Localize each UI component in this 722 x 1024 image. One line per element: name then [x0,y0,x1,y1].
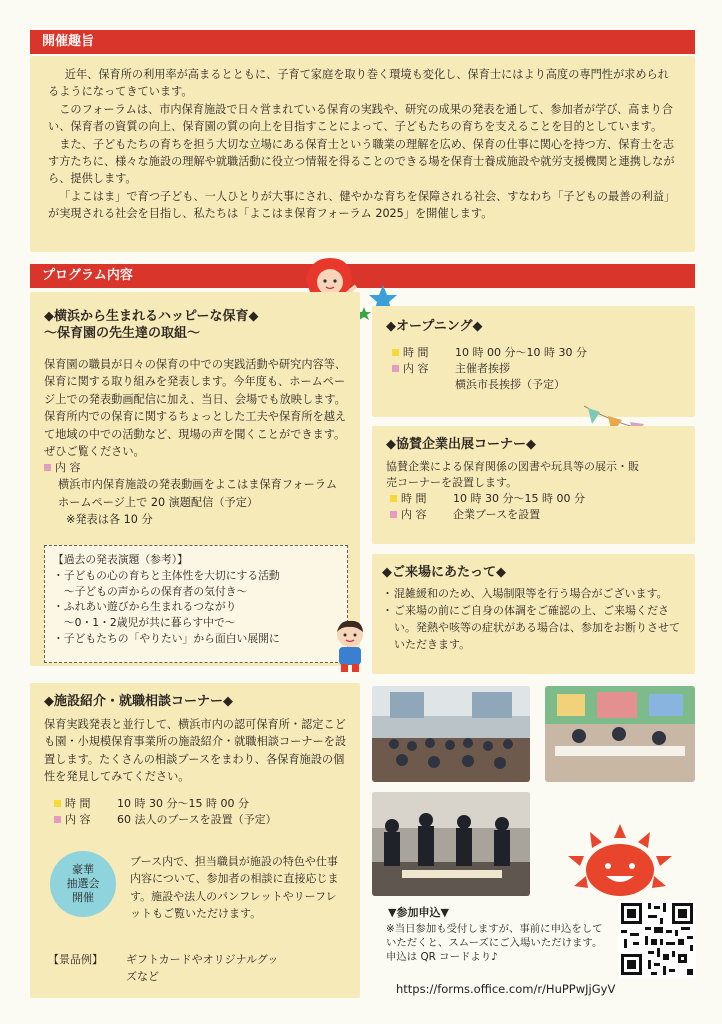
intro-paragraph-1: 近年、保育所の利用率が高まるとともに、子育て家庭を取り巻く環境も変化し、保育士にはより高度の専門性が求められるようになってきています。 [48,68,669,99]
bullet-icon [44,464,51,471]
facility-time-label: 時 間 [65,796,91,810]
happy-subheading: ～保育園の先生達の取組～ [44,326,201,341]
bullet-icon [392,349,399,356]
intro-title: 開催趣旨 [42,34,95,49]
happy-content-row [44,460,348,476]
lottery-text: ブース内で、担当職員が施設の特色や仕事内容について、参加者の相談に直接応じます。施設や法人のパンフレットやリーフレットもご覧いただけます。 [130,855,339,921]
happy-content-label: 内 容 [55,461,81,475]
opening-time-row [386,345,683,361]
opening-content-row-2 [386,377,683,393]
sponsor-time-row [386,491,683,507]
facility-body: 保育実践発表と並行して、横浜市内の認可保育所・認定こども園・小規模保育事業所の施設紹介・就職相談コーナーを設置します。たくさんの相談ブースをまわり、各保育施設の個性を発見してみてください。 [44,718,347,784]
opening-panel [372,306,695,417]
intro-paragraph-3: また、子どもたちの育ちを担う大切な立場にある保育士という職業の理解を広め、保育の仕事に関心を持つ方、保育士を志す方たちに、様々な施設の理解や就職活動に役立つ情報を得ることのできる場を保育士養成施設や就労支援機関と連携しながら、提供します。 [48,137,675,186]
intro-paragraph-4: 「よこはま」で育つ子ども、一人ひとりが大事にされ、健やかな育ちを保障される社会、すなわち「子どもの最善の利益」が実現される社会を目指し、私たちは「よこはま保育フォーラム 2025」を開催します。 [48,189,676,221]
sponsor-time-label: 時 間 [401,492,427,505]
opening-time-value: 10 時 00 分～10 時 30 分 [455,346,587,359]
happy-body: 保育園の職員が日々の保育の中での実践活動や研究内容等、保育に関する取り組みを発表します。今年度も、ホームページ上での発表動画配信に加え、当日、会場でも放映します。保育所内での保育に関するちょっとした工夫や保育所を越えて地域の中での活動など、現場の声を聞くことができます。ぜひご覧ください。 [44,358,347,459]
facility-content-value: 60 法人のブースを設置（予定） [117,812,277,826]
past-topic-item: ・子どもの心の育ちと主体性を大切にする活動 [53,568,280,582]
sponsor-time-value: 10 時 30 分～15 時 00 分 [453,492,585,505]
happy-heading: ◆横浜から生まれるハッピーな保育◆ [44,309,259,324]
event-photo-consultation [372,792,530,896]
bullet-icon [54,816,61,823]
bullet-icon [390,495,397,502]
happy-content-text: 横浜市内保育施設の発表動画をよこはま保育フォーラムホームページ上で 20 演題配信（予定） [58,478,338,509]
sponsor-heading: ◆協賛企業出展コーナー◆ [386,437,536,452]
intro-panel [30,56,695,252]
facility-panel [30,683,360,998]
past-topics-box [44,545,348,663]
qr-code[interactable] [618,900,696,978]
sun-mascot-illustration [560,822,680,900]
sponsor-content-value: 企業ブースを設置 [453,508,541,521]
notice-item: ・ 混雑緩和のため、入場制限等を行う場合がございます。 [382,587,668,600]
lottery-badge-line: 抽選会 [66,877,100,890]
past-topic-item: ～0・1・2歳児が共に暮らす中で～ [53,616,236,630]
boy-illustration [330,618,370,674]
bullet-icon [390,511,397,518]
lottery-badge [50,851,116,917]
notice-item-text: ご来場の前にご自身の体調をご確認の上、ご来場ください。発熱や咳等の症状がある場合は、参加をお断りさせていただきます。 [394,604,680,651]
prize-row [48,951,278,985]
opening-time-label: 時 間 [403,346,429,359]
past-topic-item: ～子どもの声からの保育者の気付き～ [53,584,248,598]
notice-panel [372,554,695,674]
event-photo-venue [372,686,530,782]
opening-content-value: 主催者挨拶 [455,362,510,375]
facility-time-value: 10 時 30 分～15 時 00 分 [117,796,249,810]
lottery-badge-line: 豪華 [72,863,94,876]
opening-content-row [386,361,683,377]
opening-content-label: 内 容 [403,362,429,375]
facility-heading: ◆施設紹介・就職相談コーナー◆ [44,694,233,709]
apply-title: ▼参加申込▼ [388,906,449,919]
apply-url[interactable]: https://forms.office.com/r/HuPPwJjGyV [396,982,616,996]
apply-text: ※当日参加も受付しますが、事前に申込をしていただくと、スムーズにご入場いただけます。申込は QR コードより♪ [386,923,603,963]
sponsor-content-row [386,507,683,523]
bullet-icon [54,800,61,807]
facility-content-label: 内 容 [65,812,91,826]
past-topic-item: ・子どもたちの「やりたい」から面白い展開に [53,631,280,645]
sponsor-body: 協賛企業による保育関係の図書や玩具等の展示・販売コーナーを設置します。 [386,460,639,489]
sponsor-panel [372,426,695,544]
program-title: プログラム内容 [42,268,133,283]
past-topics-title: 【過去の発表演題（参考）】 [53,553,188,566]
facility-content-row [44,812,348,828]
intro-paragraph-2: このフォーラムは、市内保育施設で日々営まれている保育の実践や、研究の成果の発表を通して、参加者が学び、高まり合い、保育者の資質の向上、保育園の質の向上を目指すことによって、子どもたちの育ちを支えることを目的としています。 [48,102,673,134]
prize-text-2: ズなど [126,970,159,983]
prize-label: 【景品例】 [48,953,103,966]
notice-item-text: 混雑緩和のため、入場制限等を行う場合がございます。 [394,587,668,600]
opening-heading: ◆オープニング◆ [386,319,483,334]
lottery-badge-line: 開催 [72,891,94,904]
prize-text: ギフトカードやオリジナルグッ [126,953,279,966]
sponsor-content-label: 内 容 [401,508,427,521]
opening-content-value-2: 横浜市長挨拶（予定） [455,378,565,391]
notice-heading: ◆ご来場にあたって◆ [382,565,506,580]
intro-title-bar [30,30,695,54]
happy-note: ※発表は各 10 分 [66,513,153,527]
facility-time-row [44,796,348,812]
past-topic-item: ・ふれあい遊びから生まれるつながり [53,600,237,614]
bullet-icon [392,365,399,372]
notice-item: ・ ご来場の前にご自身の体調をご確認の上、ご来場ください。発熱や咳等の症状がある場合は、参加をお断りさせていただきます。 [382,602,683,653]
event-photo-booth [545,686,695,782]
